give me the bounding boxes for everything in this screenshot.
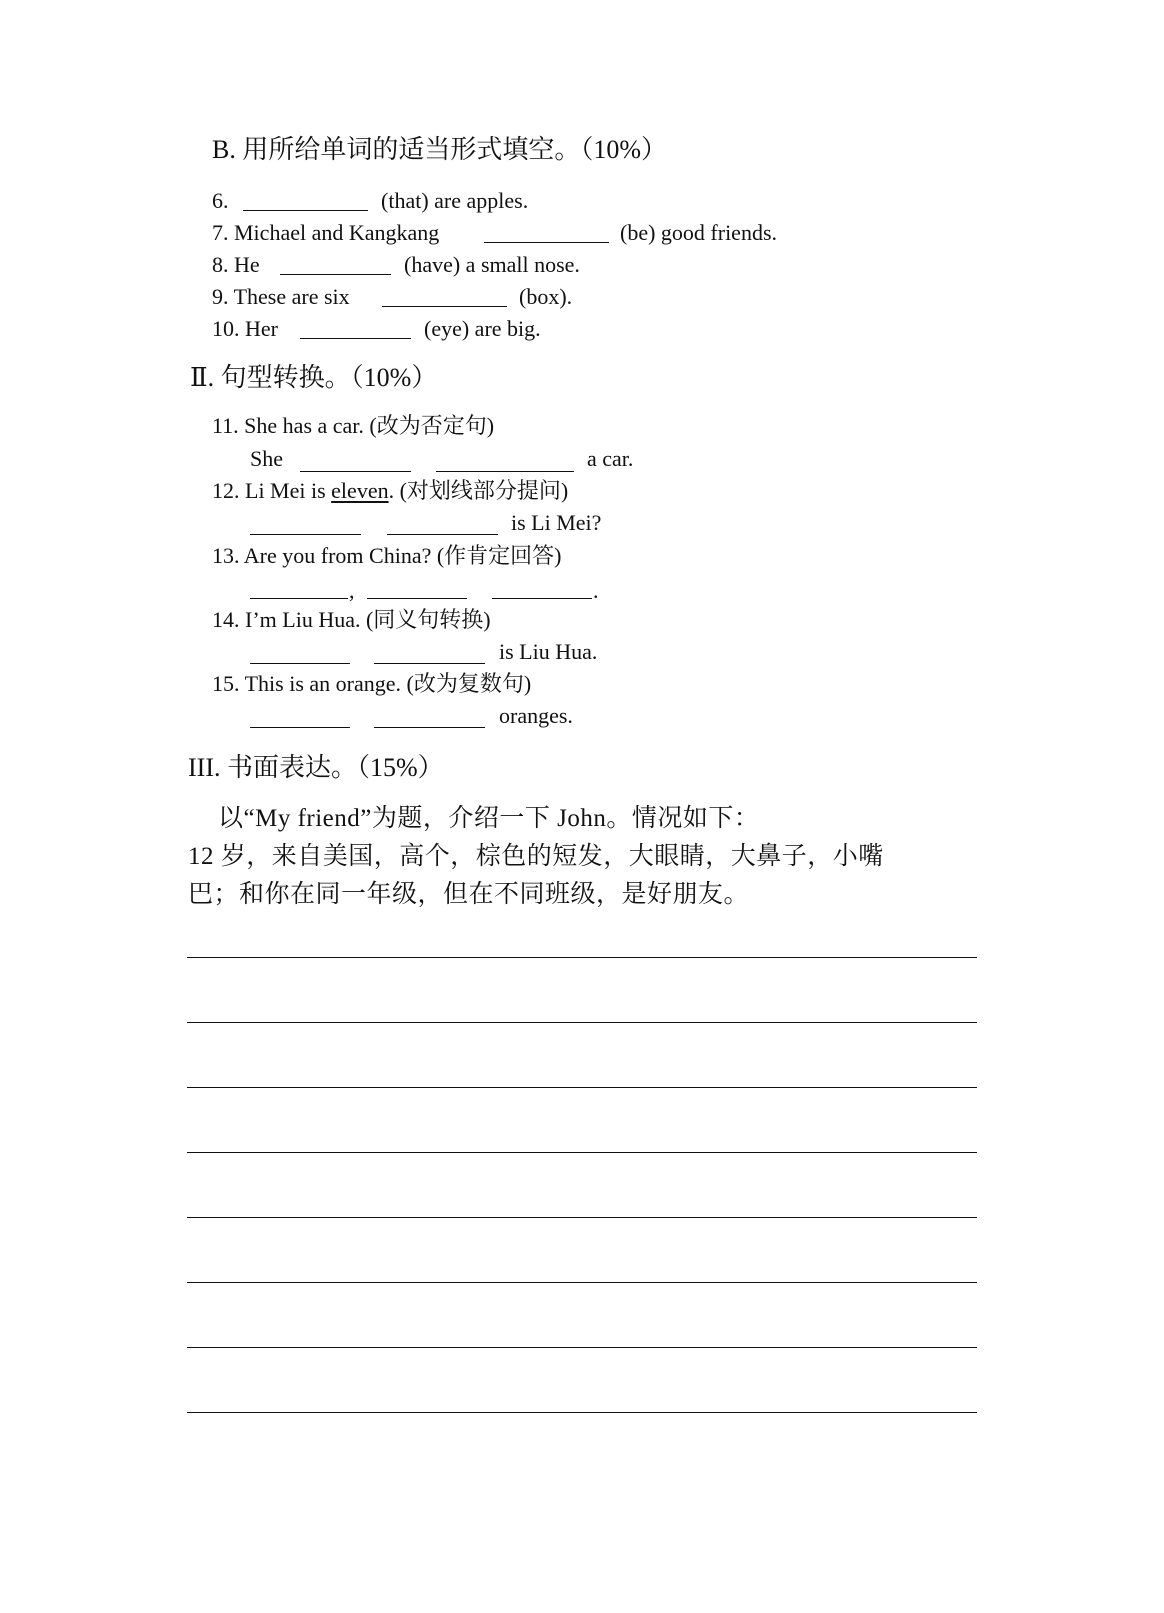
q7-blank[interactable] bbox=[484, 241, 609, 243]
writing-line[interactable] bbox=[187, 1282, 977, 1283]
writing-line[interactable] bbox=[187, 1217, 977, 1218]
q8-hint: (have) a small nose. bbox=[404, 252, 580, 277]
q13-blank-3[interactable] bbox=[492, 597, 592, 599]
q14-prompt: 14. I’m Liu Hua. (同义句转换) bbox=[212, 607, 491, 632]
q7-number: 7. Michael and Kangkang bbox=[212, 220, 440, 245]
q10-blank[interactable] bbox=[300, 337, 411, 339]
q10-number: 10. Her bbox=[212, 316, 278, 341]
q15-end: oranges. bbox=[499, 703, 573, 728]
q12-underlined-word: eleven bbox=[331, 478, 389, 503]
q11-prompt: 11. She has a car. (改为否定句) bbox=[212, 413, 495, 438]
q12-post: . (对划线部分提问) bbox=[388, 478, 569, 503]
q6-hint: (that) are apples. bbox=[381, 188, 529, 213]
q10-hint: (eye) are big. bbox=[424, 316, 541, 341]
q8-number: 8. He bbox=[212, 252, 260, 277]
q11-end: a car. bbox=[587, 446, 634, 471]
section-3-heading: III. 书面表达。（15%） bbox=[188, 753, 444, 782]
section-b-heading: B. 用所给单词的适当形式填空。（10%） bbox=[212, 135, 668, 164]
q14-blank-1[interactable] bbox=[250, 662, 350, 664]
writing-line[interactable] bbox=[187, 1347, 977, 1348]
writing-line[interactable] bbox=[187, 1152, 977, 1153]
q12-end: is Li Mei? bbox=[511, 510, 602, 535]
q12-pre: 12. Li Mei is bbox=[212, 478, 332, 503]
writing-line[interactable] bbox=[187, 1087, 977, 1088]
q15-blank-2[interactable] bbox=[374, 726, 485, 728]
q7-hint: (be) good friends. bbox=[620, 220, 778, 245]
q13-blank-1[interactable] bbox=[250, 597, 348, 599]
q9-blank[interactable] bbox=[382, 305, 507, 307]
q6-number: 6. bbox=[212, 188, 229, 213]
q9-number: 9. These are six bbox=[212, 284, 350, 309]
q12-blank-1[interactable] bbox=[250, 533, 361, 535]
q12-blank-2[interactable] bbox=[387, 533, 498, 535]
q15-blank-1[interactable] bbox=[250, 726, 350, 728]
writing-line[interactable] bbox=[187, 957, 977, 958]
q13-blank-2[interactable] bbox=[367, 597, 467, 599]
writing-line[interactable] bbox=[187, 1022, 977, 1023]
q8-blank[interactable] bbox=[280, 273, 391, 275]
q12-prompt bbox=[212, 480, 568, 502]
q13-prompt: 13. Are you from China? (作肯定回答) bbox=[212, 543, 562, 568]
section-2-heading: Ⅱ. 句型转换。（10%） bbox=[190, 363, 438, 392]
writing-prompt-line-2: 12 岁，来自美国，高个，棕色的短发，大眼睛，大鼻子，小嘴 bbox=[188, 843, 884, 870]
q11-blank-2[interactable] bbox=[436, 470, 574, 472]
q9-hint: (box). bbox=[519, 284, 573, 309]
writing-line[interactable] bbox=[187, 1412, 977, 1413]
q11-start: She bbox=[250, 446, 283, 471]
q11-blank-1[interactable] bbox=[300, 470, 411, 472]
q14-end: is Liu Hua. bbox=[499, 639, 598, 664]
q15-prompt: 15. This is an orange. (改为复数句) bbox=[212, 671, 532, 696]
q13-comma: , bbox=[349, 578, 355, 603]
q14-blank-2[interactable] bbox=[374, 662, 485, 664]
writing-prompt-line-3: 巴；和你在同一年级，但在不同班级，是好朋友。 bbox=[188, 881, 750, 908]
q6-blank[interactable] bbox=[243, 209, 368, 211]
q13-period: . bbox=[593, 578, 599, 603]
writing-prompt-line-1: 以“My friend”为题，介绍一下 John。情况如下： bbox=[218, 805, 760, 832]
